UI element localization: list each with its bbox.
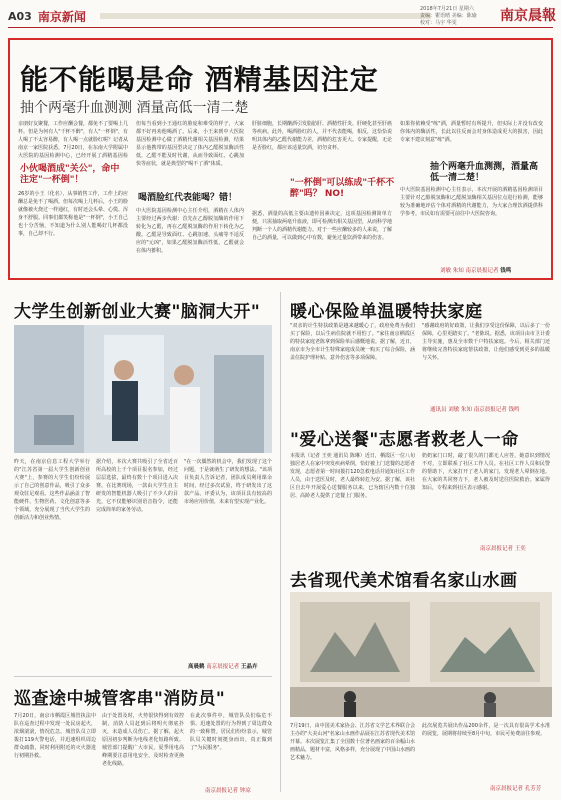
firefighter-byline: 南京晨报记者 钟凉 — [205, 788, 251, 794]
newspaper-logo: 南京晨報 — [500, 8, 556, 24]
top-col4: 如果你依赖受"练"酒，酒量暂时有所提升，但实际上并没有改变你体内的酶活性，长此以往反而会对身体造成更大的损害，因此专家不建议刻意"练"酒。 — [400, 121, 543, 143]
top-col2b: 中大医院基因检测中心主任介绍，酒精在人体内主要经过两步代谢：首先在乙醇脱氢酶的作用下转化为乙醛，再在乙醛脱氢酶的作用下转化为乙酸。乙醛是导致面红、心跳加速、头痛等不适反应的"元凶"，如果乙醛脱氢酶活性低，乙醛就会在体内蓄积。 — [136, 208, 244, 254]
volunteer-col2: 奶奶家门口时，敲了很久的门都无人应答，她意识到情况不对，立即联系了社区工作人员。在社区工作人员和民警的帮助下，大家打开了老人的家门，发现老人晕倒在地。在大家的共同努力下，老人被及时送往医院救治。家属得知后，专程来到社区表示感谢。 — [422, 453, 550, 491]
contest-title: 大学生创新创业大赛"脑洞大开" — [14, 302, 261, 322]
top-subhead-1: 小伙喝酒成"关公"，命中注定"一杯倒"！ — [20, 164, 120, 185]
exhibition-byline: 南京晨报记者 孔芳芳 — [490, 786, 542, 792]
exhibition-col2: 此次展览共展出作品200余件，是一次具有很高学术水准的展览，展期将持续至8月中旬，市民可免费前往参观。 — [422, 723, 550, 737]
page-header — [8, 8, 86, 24]
top-col3: 肝脏细胞，长期酗酒引发脂肪肝、酒精性肝炎、肝硬化甚至肝癌等疾病。此外，喝酒脸红的人，并不代表能喝，相反，这恰恰说明其体内的乙醛代谢能力差，酒精的危害更大。专家提醒，无论是否脸红，都应该适量饮酒，切勿贪杯。 — [252, 121, 392, 151]
firefighter-col1: 7月20日，南京市栖霞区城管执法中队在巡查过程中发现一处民房起火，浓烟滚滚，情况危急。城管队员立即拨打119火警电话，并迅速组织周边群众疏散，同时利用附近的灭火器进行初期扑救。 — [14, 713, 96, 759]
exhibition-title: 去省现代美术馆看名家山水画 — [290, 571, 518, 591]
volunteer-byline: 南京晨报记者 王奕 — [480, 546, 526, 552]
firefighter-col3: 在此次事件中，城管队员们临危不惧、迅速处置的行为得到了周边群众的一致称赞。居民们纷纷表示，城管队员关键时刻挺身而出，真正做到了"为民服务"。 — [190, 713, 272, 751]
contest-col3: "在一次偶然的机会中，我们发现了这个问题，于是就萌生了研发的想法。"该项目负责人告诉记者，团队成员利用课余时间，经过多次试验，终于研发出了这款产品。评委认为，该项目具有较高的市场应用价值，未来有望实现产业化。 — [184, 459, 272, 505]
top-story-title: 能不能喝是命 酒精基因注定 — [20, 63, 379, 96]
insurance-col1: "双亲的计生特扶政策是越来越暖心了，政府免费为我们买了保险，以后生病住院就不用怕了。"家住南京栖霞区的特扶家庭老陈拿到保险单后感慨地说。据了解，近日，南京市为全市计生特殊家庭成员统一购买了综合保险，涵盖住院护理补贴、意外伤害等多项保障。 — [290, 323, 415, 361]
exhibition-photo — [290, 592, 552, 717]
contest-byline: 高晨鹤 南京晨报记者 王晶卉 — [188, 664, 258, 670]
left-bottom-rule — [14, 676, 272, 677]
column-divider — [280, 292, 281, 792]
volunteer-title: "爱心送餐"志愿者救老人一命 — [290, 430, 519, 450]
header-bar — [100, 13, 431, 19]
volunteer-col1: 本报讯（记者 王奕 通讯员 陈琳）近日，栖霞区一位八旬独居老人在家中突发疾病晕倒，恰好被上门送餐的志愿者发现，志愿者第一时间拨打120急救电话并通知社区工作人员，由于送医及时，老人最终转危为安。据了解，该社区自去年开展爱心送餐服务以来，已为辖区内数十位独居、高龄老人提供了送餐上门服务。 — [290, 453, 415, 499]
insurance-title: 暖心保险单温暖特扶家庭 — [290, 302, 483, 322]
header-rule — [8, 27, 553, 28]
top-col3b: 据悉，酒量的高低主要由遗传因素决定，这项基因检测简单方便，只需抽取两毫升血液，即可检测出相关基因型，从而科学地判断一个人的酒精代谢能力。对于一些应酬较多的人来说，了解自己的酒量，可以做到心中有数，避免过量饮酒带来的伤害。 — [252, 211, 392, 241]
top-col2: 但每当看到小王通红的脸庞和难受的样子，大家都不好再劝他喝酒了。后来，小王来到中大医院基因检测中心做了酒精代谢相关基因检测，结果显示他携带的基因型决定了体内乙醛脱氢酶活性低，乙醛不能及时代谢，从而导致面红、心跳加快等症状，就是典型的"喝不了酒"体质。 — [136, 121, 244, 167]
page-number: A03 — [8, 9, 32, 23]
top-col4b: 中大医院基因检测中心主任表示，本次开展的酒精基因检测项目主要针对乙醇脱氢酶和乙醛脱氢酶相关基因位点进行检测，能够较为准确地评估个体对酒精的代谢能力，为大家合理饮酒提供科学参考。市民如有需要可前往中大医院咨询。 — [400, 187, 543, 217]
firefighter-title: 巡查途中城管客串"消防员" — [14, 689, 226, 709]
top-subhead-2: 喝酒脸红代表能喝？错！ — [138, 193, 238, 203]
exhibition-photo-illustration — [290, 592, 552, 717]
top-story-subtitle: 抽个两毫升血测测 酒量高低一清二楚 — [20, 100, 249, 116]
exhibition-col1: 7月19日，由中国美术家协会、江苏省文学艺术界联合会主办的"大美山河"名家山水画作品展在江苏省现代美术馆开幕。本次展览汇集了全国数十位著名画家的百余幅山水画精品，题材丰富，风格多样，充分展现了中国山水画的艺术魅力。 — [290, 723, 415, 761]
contest-col2: 据介绍，本次大赛共吸引了全省近百所高校的上千个项目报名参加，经过层层选拔，最终有数十个项目进入决赛。在比赛现场，一款由大学生自主研发的智能机器人吸引了不少人的目光，它不仅能够识别语音指令，还能完成简单的家务劳动。 — [96, 459, 178, 513]
top-subhead-4: 抽个两毫升血测测，酒量高低一清二楚！ — [430, 162, 539, 183]
contest-photo — [14, 325, 272, 453]
section-name: 南京新闻 — [37, 9, 86, 24]
top-col1: 亲朋好友聚餐，工作应酬会餐，都免不了要喝上几杯。但是为何有人"千杯不醉"，有人"一杯倒"，有人喝了不太容易醉，有人喝一点就脸红呢？记者从南京一家医院获悉，7月20日，在东南大学附属中大医院的基因检测中心，已经开展了酒精基因检 — [18, 121, 128, 159]
top-col1b: 26岁的小王（化名），从事销售工作，工作上的应酬总是免不了喝酒。但每次喝上几杯后，小王的脸就像被火烧过一样通红，有时还会头晕、心慌、浑身不舒服。同事们都笑称他是"一杯倒"，小王自己也十分苦恼，不知道为什么别人能喝好几杯都没事，自己却不行。 — [18, 191, 128, 237]
header-meta: 2018年7月21日 星期六 责编：瞿语晴 美编：陈瑜 校对：马宇 华雯 — [420, 6, 477, 26]
top-subhead-3: "一杯倒"可以练成"千杯不醉"吗？ NO! — [290, 178, 395, 199]
contest-photo-illustration — [14, 325, 272, 453]
contest-col1: 昨天，在南京信息工程大学举行的"江苏省第一届大学生创新创业大赛"上，参赛的大学生们纷纷展示了自己的创意作品，吸引了众多观众驻足观看。这些作品涵盖了智能硬件、生物医药、文化创意等多个领域，充分展现了当代大学生的创新活力和创业热情。 — [14, 459, 90, 521]
insurance-col2: "感谢政府的好政策，让我们享受这份保障，以后多了一份保障，心里更踏实了。"老陈说。据悉，该项目由市卫计委主导实施，惠及全市数千户特扶家庭。今后，相关部门还将继续完善特扶家庭帮扶政策，让他们感受到更多的温暖与关怀。 — [422, 323, 550, 361]
insurance-byline: 通讯员 刘敏 朱知 南京晨报记者 钱鸣 — [430, 407, 520, 413]
top-byline: 刘敏 朱知 南京晨报记者 钱鸣 — [440, 268, 512, 274]
firefighter-col2: 由于处置及时，火势很快得到有效控制，消防人员赶到后将明火彻底扑灭，未造成人员伤亡。据了解，起火原因初步判断为电线老化短路所致。城管部门提醒广大市民，夏季用电高峰期要注意用电安全，及时检查更换老化线路。 — [102, 713, 184, 767]
